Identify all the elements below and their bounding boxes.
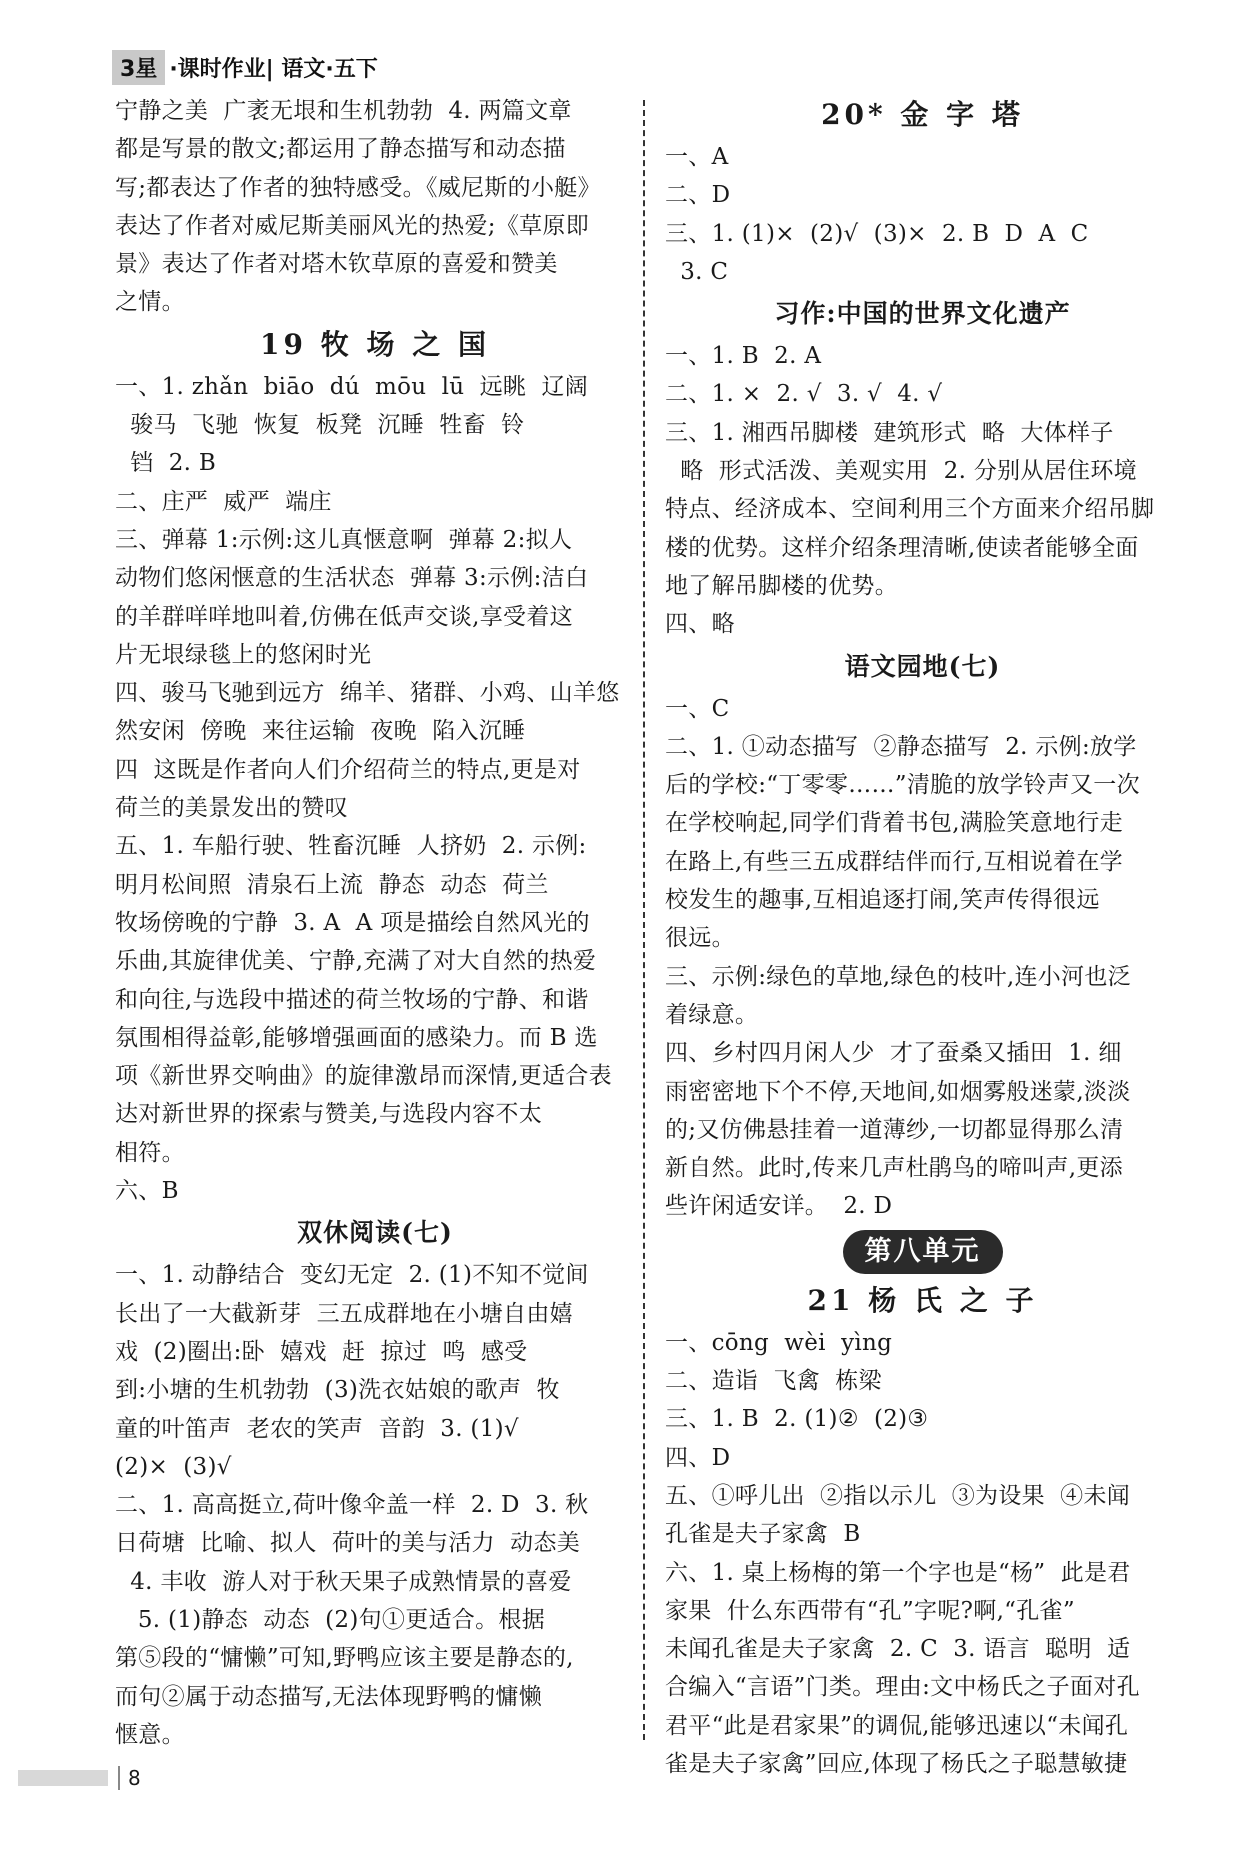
text-line: 四、D <box>665 1444 731 1471</box>
page-footer <box>18 1766 141 1790</box>
section-body <box>115 1256 635 1754</box>
text-line: 相符。 <box>115 1139 185 1166</box>
text-line: 3. C <box>665 258 729 285</box>
text-line: 些许闲适安详。 2. D <box>665 1193 893 1220</box>
right-column <box>665 92 1180 1783</box>
section-title: 21 杨 氏 之 子 <box>807 1283 1038 1317</box>
unit-badge: 第八单元 <box>843 1230 1003 1274</box>
text-line: 雀是夫子家禽”回应,体现了杨氏之子聪慧敏捷 <box>665 1750 1128 1777</box>
section-title: 19 牧 场 之 国 <box>260 327 490 361</box>
text-line: 表达了作者对威尼斯美丽风光的热爱;《草原即 <box>115 212 590 239</box>
footer-bar <box>18 1770 108 1786</box>
text-line: 之情。 <box>115 289 185 316</box>
text-line: 很远。 <box>665 925 735 952</box>
text-line: 而句②属于动态描写,无法体现野鸭的慵懒 <box>115 1683 543 1710</box>
text-line: 5. (1)静态 动态 (2)句①更适合。根据 <box>115 1606 545 1633</box>
text-line: 新自然。此时,传来几声杜鹃鸟的啼叫声,更添 <box>665 1155 1123 1182</box>
text-line: 后的学校:“丁零零……”清脆的放学铃声又一次 <box>665 772 1140 799</box>
text-line: 到:小塘的生机勃勃 (3)洗衣姑娘的歌声 牧 <box>115 1377 560 1404</box>
left-column <box>115 92 635 1754</box>
page-header <box>112 50 378 84</box>
text-line: 一、1. zhǎn biāo dú mōu lū 远眺 辽阔 <box>115 373 589 400</box>
text-line: 戏 (2)圈出:卧 嬉戏 赶 掠过 鸣 感受 <box>115 1338 528 1365</box>
text-line: 童的叶笛声 老农的笑声 音韵 3. (1)√ <box>115 1415 519 1442</box>
section-title: 20* 金 字 塔 <box>821 98 1024 131</box>
section-title: 双休阅读(七) <box>297 1218 453 1248</box>
text-line: 家果 什么东西带有“孔”字呢?啊,“孔雀” <box>665 1597 1075 1624</box>
text-line: 乐曲,其旋律优美、宁静,充满了对大自然的热爱 <box>115 948 597 975</box>
text-line: 一、1. B 2. A <box>665 343 822 370</box>
text-line: 骏马 飞驰 恢复 板凳 沉睡 牲畜 铃 <box>115 412 525 439</box>
text-line: 着绿意。 <box>665 1001 759 1028</box>
section-body <box>115 368 635 1211</box>
section-title: 语文园地(七) <box>844 651 1001 681</box>
text-line: 动物们悠闲惬意的生活状态 弹幕 3:示例:洁白 <box>115 565 589 592</box>
text-line: 合编入“言语”门类。理由:文中杨氏之子面对孔 <box>665 1674 1140 1701</box>
text-line: 片无垠绿毯上的悠闲时光 <box>115 641 372 668</box>
text-line: 在路上,有些三五成群结伴而行,互相说着在学 <box>665 848 1123 875</box>
section-body <box>665 138 1180 291</box>
text-line: 长出了一大截新芽 三五成群地在小塘自由嬉 <box>115 1300 573 1327</box>
text-line: 景》表达了作者对塔木钦草原的喜爱和赞美 <box>115 251 558 278</box>
text-line: 在学校响起,同学们背着书包,满脸笑意地行走 <box>665 810 1123 837</box>
section-title: 习作:中国的世界文化遗产 <box>774 299 1071 329</box>
text-line: 一、cōng wèi yìng <box>665 1329 893 1356</box>
text-line: 宁静之美 广袤无垠和生机勃勃 4. 两篇文章 <box>115 98 572 124</box>
text-line: 的;又仿佛悬挂着一道薄纱,一切都显得那么清 <box>665 1116 1124 1143</box>
text-line: 未闻孔雀是夫子家禽 2. C 3. 语言 聪明 适 <box>665 1636 1131 1663</box>
text-line: 四、略 <box>665 611 735 638</box>
text-line: 校发生的趣事,互相追逐打闹,笑声传得很远 <box>665 887 1100 914</box>
text-line: 楼的优势。这样介绍条理清晰,使读者能够全面 <box>665 534 1139 561</box>
text-line: 特点、经济成本、空间利用三个方面来介绍吊脚 <box>665 496 1155 523</box>
text-line: 三、1. (1)× (2)√ (3)× 2. B D A C <box>665 220 1089 247</box>
text-line: 五、①呼儿出 ②指以示儿 ③为设果 ④未闻 <box>665 1482 1131 1509</box>
text-line: 二、1. 高高挺立,荷叶像伞盖一样 2. D 3. 秋 <box>115 1492 589 1519</box>
series-badge: 3星 <box>112 50 165 85</box>
text-line: 和向往,与选段中描述的荷兰牧场的宁静、和谐 <box>115 986 589 1013</box>
text-line: 三、示例:绿色的草地,绿色的枝叶,连小河也泛 <box>665 963 1131 990</box>
text-line: 地了解吊脚楼的优势。 <box>665 572 898 599</box>
text-line: 略 形式活泼、美观实用 2. 分别从居住环境 <box>665 458 1137 485</box>
section-body <box>665 1324 1180 1784</box>
text-line: 都是写景的散文;都运用了静态描写和动态描 <box>115 136 566 163</box>
text-line: 二、造诣 飞禽 栋梁 <box>665 1368 882 1395</box>
text-line: 明月松间照 清泉石上流 静态 动态 荷兰 <box>115 871 549 898</box>
text-line: 铛 2. B <box>115 450 217 477</box>
text-line: 然安闲 傍晚 来往运输 夜晚 陷入沉睡 <box>115 718 526 745</box>
section-body <box>665 690 1180 1226</box>
text-line: 日荷塘 比喻、拟人 荷叶的美与活力 动态美 <box>115 1530 581 1557</box>
text-line: (2)× (3)√ <box>115 1453 232 1480</box>
section-body <box>665 337 1180 643</box>
text-line: 一、C <box>665 695 730 722</box>
text-line: 氛围相得益彰,能够增强画面的感染力。而 B 选 <box>115 1024 598 1051</box>
text-line: 四、乡村四月闲人少 才了蚕桑又插田 1. 细 <box>665 1040 1122 1067</box>
text-line: 第⑤段的“慵懒”可知,野鸭应该主要是静态的, <box>115 1645 574 1672</box>
text-line: 写;都表达了作者的独特感受。《威尼斯的小艇》 <box>115 174 601 201</box>
text-line: 五、1. 车船行驶、牲畜沉睡 人挤奶 2. 示例: <box>115 833 587 860</box>
text-line: 牧场傍晚的宁静 3. A A 项是描绘自然风光的 <box>115 909 590 936</box>
text-line: 一、1. 动静结合 变幻无定 2. (1)不知不觉间 <box>115 1262 589 1289</box>
text-line: 项《新世界交响曲》的旋律激昂而深情,更适合表 <box>115 1063 612 1090</box>
text-line: 二、D <box>665 182 731 209</box>
book-title: ·课时作业| 语文·五下 <box>169 56 378 82</box>
text-line: 三、弹幕 1:示例:这儿真惬意啊 弹幕 2:拟人 <box>115 526 573 553</box>
text-line: 六、B <box>115 1178 179 1205</box>
text-line: 雨密密地下个不停,天地间,如烟雾般迷蒙,淡淡 <box>665 1078 1131 1105</box>
text-line: 二、庄严 威严 端庄 <box>115 488 332 515</box>
text-line: 惬意。 <box>115 1721 185 1748</box>
text-line: 二、1. ①动态描写 ②静态描写 2. 示例:放学 <box>665 733 1137 760</box>
text-line: 4. 丰收 游人对于秋天果子成熟情景的喜爱 <box>115 1568 572 1595</box>
page-number: 8 <box>118 1766 141 1790</box>
text-line: 四 这既是作者向人们介绍荷兰的特点,更是对 <box>115 756 581 783</box>
text-line: 二、1. × 2. √ 3. √ 4. √ <box>665 381 943 408</box>
text-line: 孔雀是夫子家禽 B <box>665 1521 861 1548</box>
text-line: 达对新世界的探索与赞美,与选段内容不太 <box>115 1101 543 1128</box>
intro-block <box>115 92 635 322</box>
unit-banner <box>665 1226 1180 1278</box>
text-line: 荷兰的美景发出的赞叹 <box>115 795 348 822</box>
text-line: 三、1. 湘西吊脚楼 建筑形式 略 大体样子 <box>665 419 1114 446</box>
text-line: 的羊群咩咩地叫着,仿佛在低声交谈,享受着这 <box>115 603 573 630</box>
text-line: 四、骏马飞驰到远方 绵羊、猪群、小鸡、山羊悠 <box>115 680 620 707</box>
text-line: 一、A <box>665 144 729 170</box>
text-line: 六、1. 桌上杨梅的第一个字也是“杨” 此是君 <box>665 1559 1131 1586</box>
text-line: 君平“此是君家果”的调侃,能够迅速以“未闻孔 <box>665 1712 1129 1739</box>
text-line: 三、1. B 2. (1)② (2)③ <box>665 1406 929 1433</box>
column-divider <box>643 100 645 1740</box>
